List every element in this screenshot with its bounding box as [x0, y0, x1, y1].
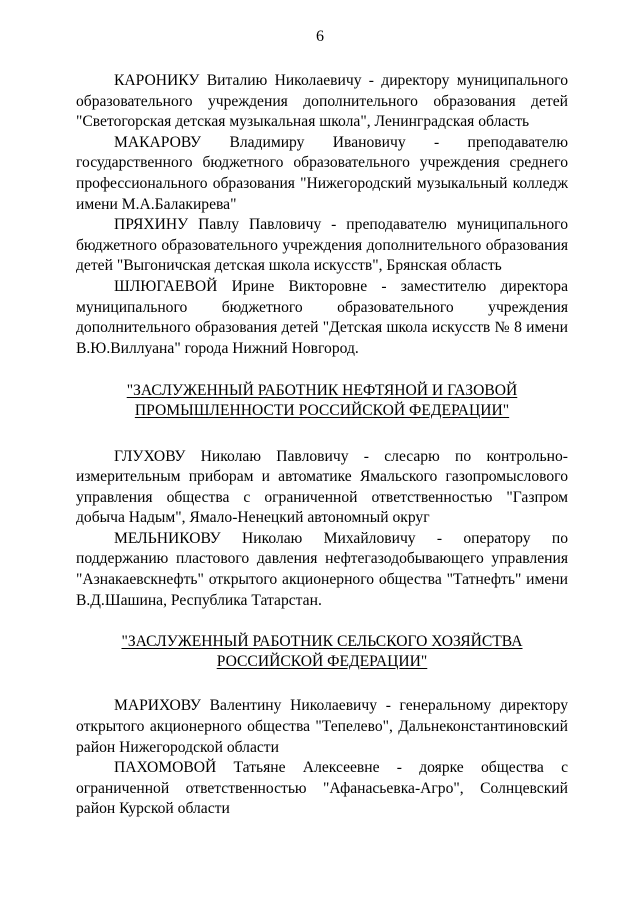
document-body	[76, 69, 568, 820]
section-title-agriculture: "ЗАСЛУЖЕННЫЙ РАБОТНИК СЕЛЬСКОГО ХОЗЯЙСТВА РОССИЙСКОЙ ФЕДЕРАЦИИ"	[121, 633, 523, 670]
section-agriculture-honorees	[76, 696, 568, 820]
honoree-entry: КАРОНИКУ Виталию Николаевичу - директору муниципального образовательного учреждения дополнительного образования детей "Светогорская детская музыкальная школа", Ленинградская область	[76, 72, 568, 131]
section-culture-honorees	[76, 71, 568, 359]
honoree-entry: МЕЛЬНИКОВУ Николаю Михайловичу - оператору по поддержанию пластового давления нефтегазодобывающего управления "Азнакаевскнефть" открытого акционерного общества "Татнефть" имени В.Д.Шашина, Республика Татарстан.	[76, 529, 568, 609]
honoree-entry: ШЛЮГАЕВОЙ Ирине Викторовне - заместителю директора муниципального бюджетного образовательного учреждения дополнительного образования детей "Детская школа искусств № 8 имени В.Ю.Виллуана" города Нижний Новгород.	[76, 277, 568, 357]
page-number: 6	[316, 28, 324, 45]
honoree-entry: МАКАРОВУ Владимиру Ивановичу - преподавателю государственного бюджетного образовательного учреждения среднего профессионального образования "Нижегородский музыкальный колледж имени М.А.Балакирева"	[76, 133, 568, 213]
honoree-entry: ГЛУХОВУ Николаю Павловичу - слесарю по контрольно-измерительным приборам и автоматике Ямальского газопромыслового управления общества с ограниченной ответственностью "Газпром добыча Надым", Ямало-Ненецкий автономный округ	[76, 447, 568, 527]
honoree-entry: МАРИХОВУ Валентину Николаевичу - генеральному директору открытого акционерного общества "Тепелево", Дальнеконстантиновский район Нижегородской области	[76, 697, 568, 756]
section-title-oil-gas: "ЗАСЛУЖЕННЫЙ РАБОТНИК НЕФТЯНОЙ И ГАЗОВОЙ ПРОМЫШЛЕННОСТИ РОССИЙСКОЙ ФЕДЕРАЦИИ"	[126, 382, 518, 419]
section-oil-gas-honorees	[76, 447, 568, 612]
honoree-entry: ПАХОМОВОЙ Татьяне Алексеевне - доярке общества с ограниченной ответственностью "Афанасьевка-Агро", Солнцевский район Курской области	[76, 759, 568, 818]
honoree-entry: ПРЯХИНУ Павлу Павловичу - преподавателю муниципального бюджетного образовательного учреждения дополнительного образования детей "Выгоничская детская школа искусств", Брянская область	[76, 216, 568, 275]
